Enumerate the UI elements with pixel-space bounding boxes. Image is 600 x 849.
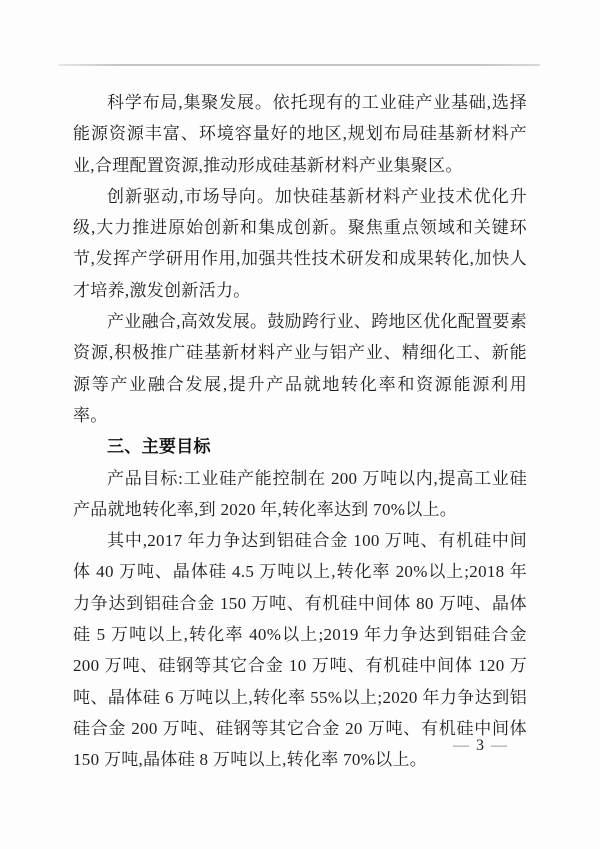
paragraph-yearly-targets: 其中,2017 年力争达到铝硅合金 100 万吨、有机硅中间体 40 万吨、晶体硅 4.5 万吨以上,转化率 20%以上;2018 年力争达到铝硅合金 150 万吨、有机硅中间体 80 万吨、晶体硅 5 万吨以上,转化率 40%以上;2019 年力争达到铝硅合金 200 万吨、硅钢等其它合金 10 万吨、有机硅中间体 120 万吨、晶体硅 6 万吨以上,转化率 55%以上;2020 年力争达到铝硅合金 200 万吨、硅钢等其它合金 20 万吨、有机硅中间体 150 万吨,晶体硅 8 万吨以上,转化率 70%以上。 (73, 531, 527, 770)
section-heading-main-goals: 三、主要目标 (107, 437, 211, 457)
paragraph-industry-integration: 产业融合,高效发展。鼓励跨行业、跨地区优化配置要素资源,积极推广硅基新材料产业与铝产业、精细化工、新能源等产业融合发展,提升产品就地转化率和资源能源利用率。 (73, 312, 527, 425)
page-number-left-dash: — (453, 737, 469, 754)
document-body (73, 87, 527, 776)
page-number-value: 3 (476, 737, 484, 754)
page-number-right-dash: — (491, 737, 507, 754)
header-divider (58, 64, 540, 66)
page-number (0, 735, 514, 757)
paragraph-science-layout: 科学布局,集聚发展。依托现有的工业硅产业基础,选择能源资源丰富、环境容量好的地区,规划布局硅基新材料产业,合理配置资源,推动形成硅基新材料产业集聚区。 (73, 93, 527, 175)
paragraph-innovation-driven: 创新驱动,市场导向。加快硅基新材料产业技术优化升级,大力推进原始创新和集成创新。聚焦重点领域和关键环节,发挥产学研用作用,加强共性技术研发和成果转化,加快人才培养,激发创新活力。 (73, 186, 527, 300)
paragraph-product-goal: 产品目标:工业硅产能控制在 200 万吨以内,提高工业硅产品就地转化率,到 2020 年,转化率达到 70%以上。 (73, 468, 527, 519)
